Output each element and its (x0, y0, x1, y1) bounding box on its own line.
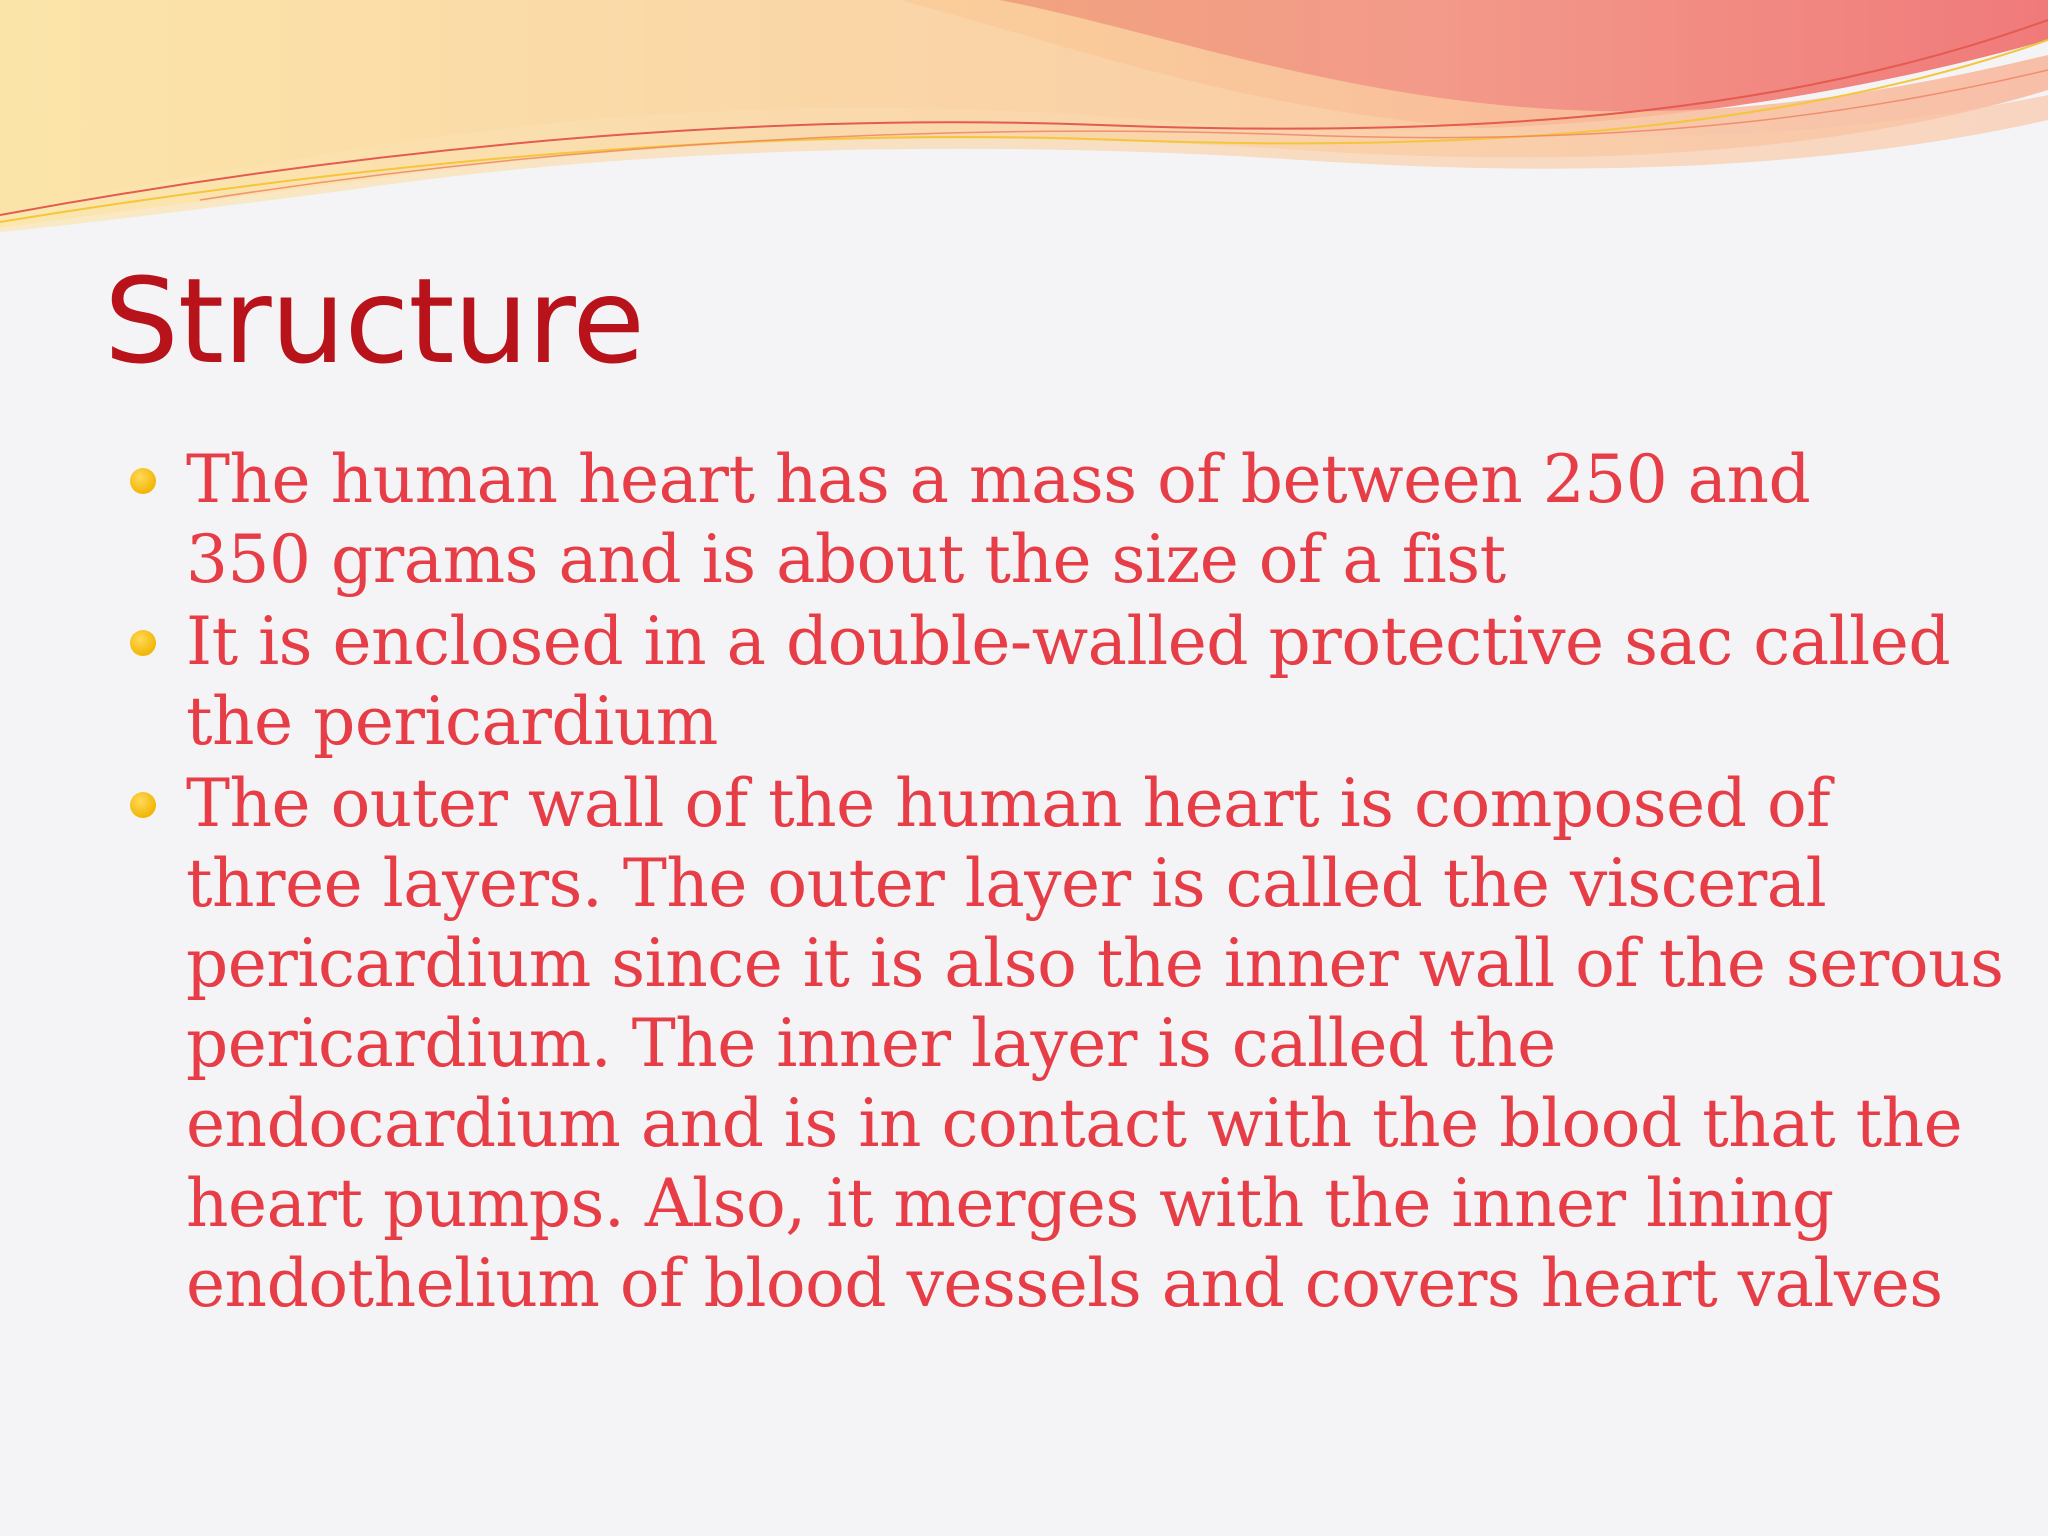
bullet-dot-icon (130, 468, 156, 494)
bullet-item (130, 440, 2010, 600)
bullet-line: endothelium of blood vessels and covers heart valves (186, 1245, 1943, 1322)
bullet-item (130, 602, 2010, 762)
bullet-line: It is enclosed in a double-walled protective sac called (186, 603, 1951, 680)
bullet-line: the pericardium (186, 683, 718, 760)
bullet-line: The human heart has a mass of between 250 and (186, 441, 1811, 518)
slide-title: Structure (104, 252, 644, 390)
bullet-list (130, 440, 2010, 1326)
decorative-wave-banner (0, 0, 2048, 240)
bullet-dot-icon (130, 792, 156, 818)
bullet-line: endocardium and is in contact with the blood that the (186, 1085, 1963, 1162)
bullet-line: heart pumps. Also, it merges with the inner lining (186, 1165, 1834, 1242)
bullet-line: pericardium since it is also the inner wall of the serous (186, 925, 2004, 1002)
bullet-dot-icon (130, 630, 156, 656)
bullet-line: pericardium. The inner layer is called the (186, 1005, 1556, 1082)
bullet-line: three layers. The outer layer is called the visceral (186, 845, 1827, 922)
bullet-line: 350 grams and is about the size of a fist (186, 521, 1506, 598)
bullet-line: The outer wall of the human heart is composed of (186, 765, 1831, 842)
bullet-item (130, 764, 2010, 1324)
